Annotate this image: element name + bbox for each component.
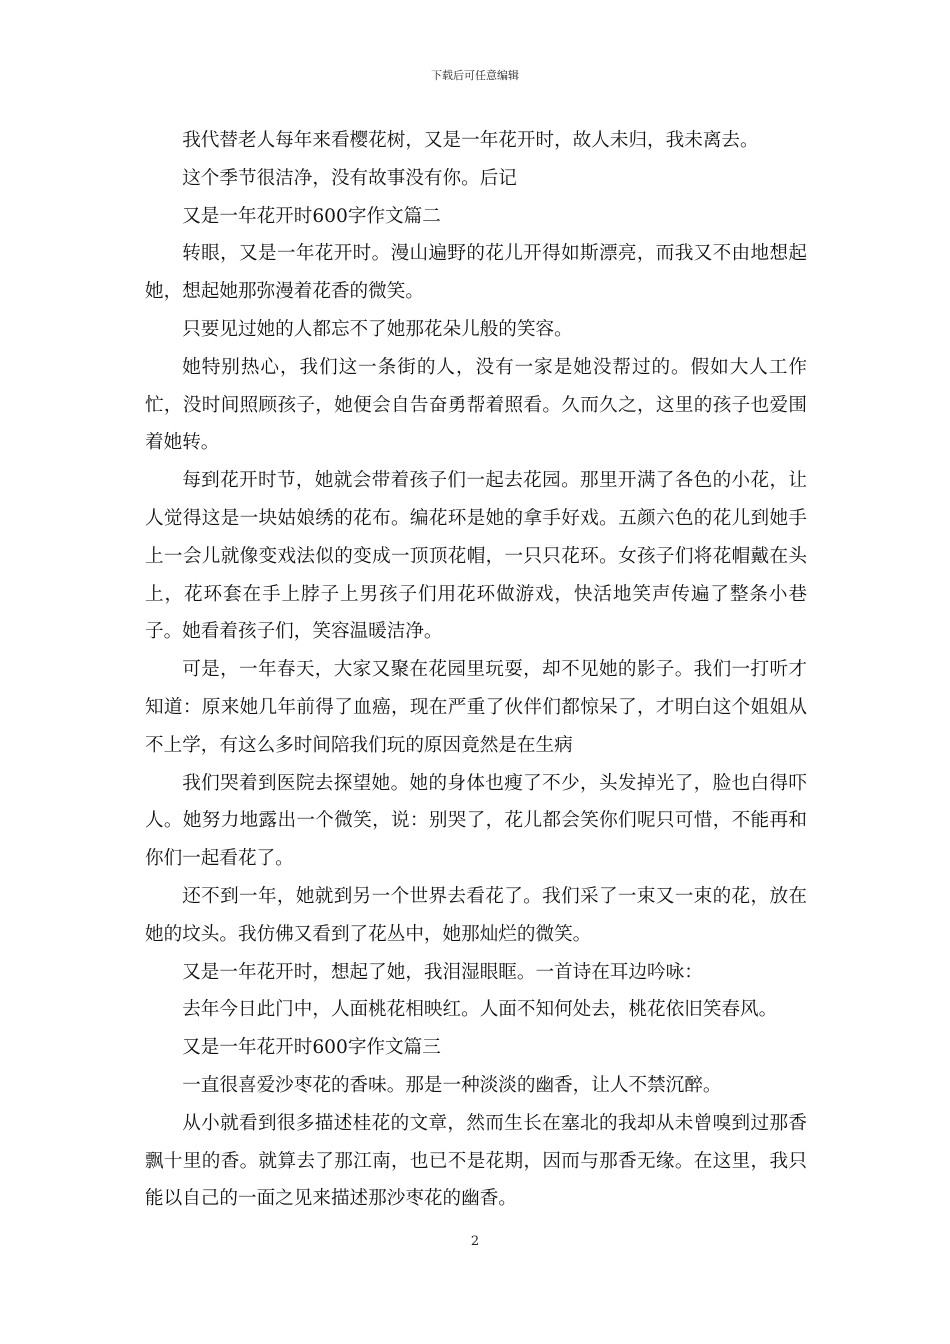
document-body	[145, 122, 807, 1218]
paragraph: 一直很喜爱沙枣花的香味。那是一种淡淡的幽香，让人不禁沉醉。	[182, 1074, 722, 1096]
paragraph: 可是，一年春天，大家又聚在花园里玩耍，却不见她的影子。我们一打听才知道：原来她几年前得了血癌，现在严重了伙伴们都惊呆了，才明白这个姐姐从不上学，有这么多时间陪我们玩的原因竟然是在生病	[145, 659, 807, 756]
paragraph: 我们哭着到医院去探望她。她的身体也瘦了不少，头发掉光了，脸也白得吓人。她努力地露出一个微笑，说：别哭了，花儿都会笑你们呢只可惜，不能再和你们一起看花了。	[145, 772, 807, 870]
paragraph: 我代替老人每年来看樱花树，又是一年花开时，故人未归，我未离去。	[182, 130, 759, 151]
paragraph: 还不到一年，她就到另一个世界去看花了。我们采了一束又一束的花，放在她的坟头。我仿佛又看到了花丛中，她那灿烂的微笑。	[145, 885, 807, 945]
paragraph: 从小就看到很多描述桂花的文章，然而生长在塞北的我却从未曾嗅到过那香飘十里的香。就算去了那江南，也已不是花期，因而与那香无缘。在这里，我只能以自己的一面之见来描述那沙枣花的幽香。	[145, 1112, 807, 1210]
page-number: 2	[470, 1234, 480, 1249]
paragraph: 这个季节很洁净，没有故事没有你。后记	[182, 167, 517, 189]
section-heading: 又是一年花开时600字作文篇三	[182, 1037, 441, 1059]
paragraph: 每到花开时节，她就会带着孩子们一起去花园。那里开满了各色的小花，让人觉得这是一块姑娘绣的花布。编花环是她的拿手好戏。五颜六色的花儿到她手上一会儿就像变戏法似的变成一顶顶花帽，一只只花环。女孩子们将花帽戴在头上，花环套在手上脖子上男孩子们用花环做游戏，快活地笑声传遍了整条小巷子。她看着孩子们，笑容温暖洁净。	[145, 470, 807, 643]
section-heading: 又是一年花开时600字作文篇二	[182, 205, 441, 227]
paragraph: 转眼，又是一年花开时。漫山遍野的花儿开得如斯漂亮，而我又不由地想起她，想起她那弥漫着花香的微笑。	[145, 243, 807, 303]
page-header: 下载后可任意编辑	[431, 69, 519, 82]
paragraph: 只要见过她的人都忘不了她那花朵儿般的笑容。	[182, 318, 573, 340]
paragraph: 她特别热心，我们这一条街的人，没有一家是她没帮过的。假如大人工作忙，没时间照顾孩子，她便会自告奋勇帮着照看。久而久之，这里的孩子也爱围着她转。	[145, 356, 807, 454]
poem-line: 去年今日此门中，人面桃花相映红。人面不知何处去，桃花依旧笑春风。	[182, 999, 778, 1021]
paragraph: 又是一年花开时，想起了她，我泪湿眼眶。一首诗在耳边吟咏：	[182, 961, 703, 983]
